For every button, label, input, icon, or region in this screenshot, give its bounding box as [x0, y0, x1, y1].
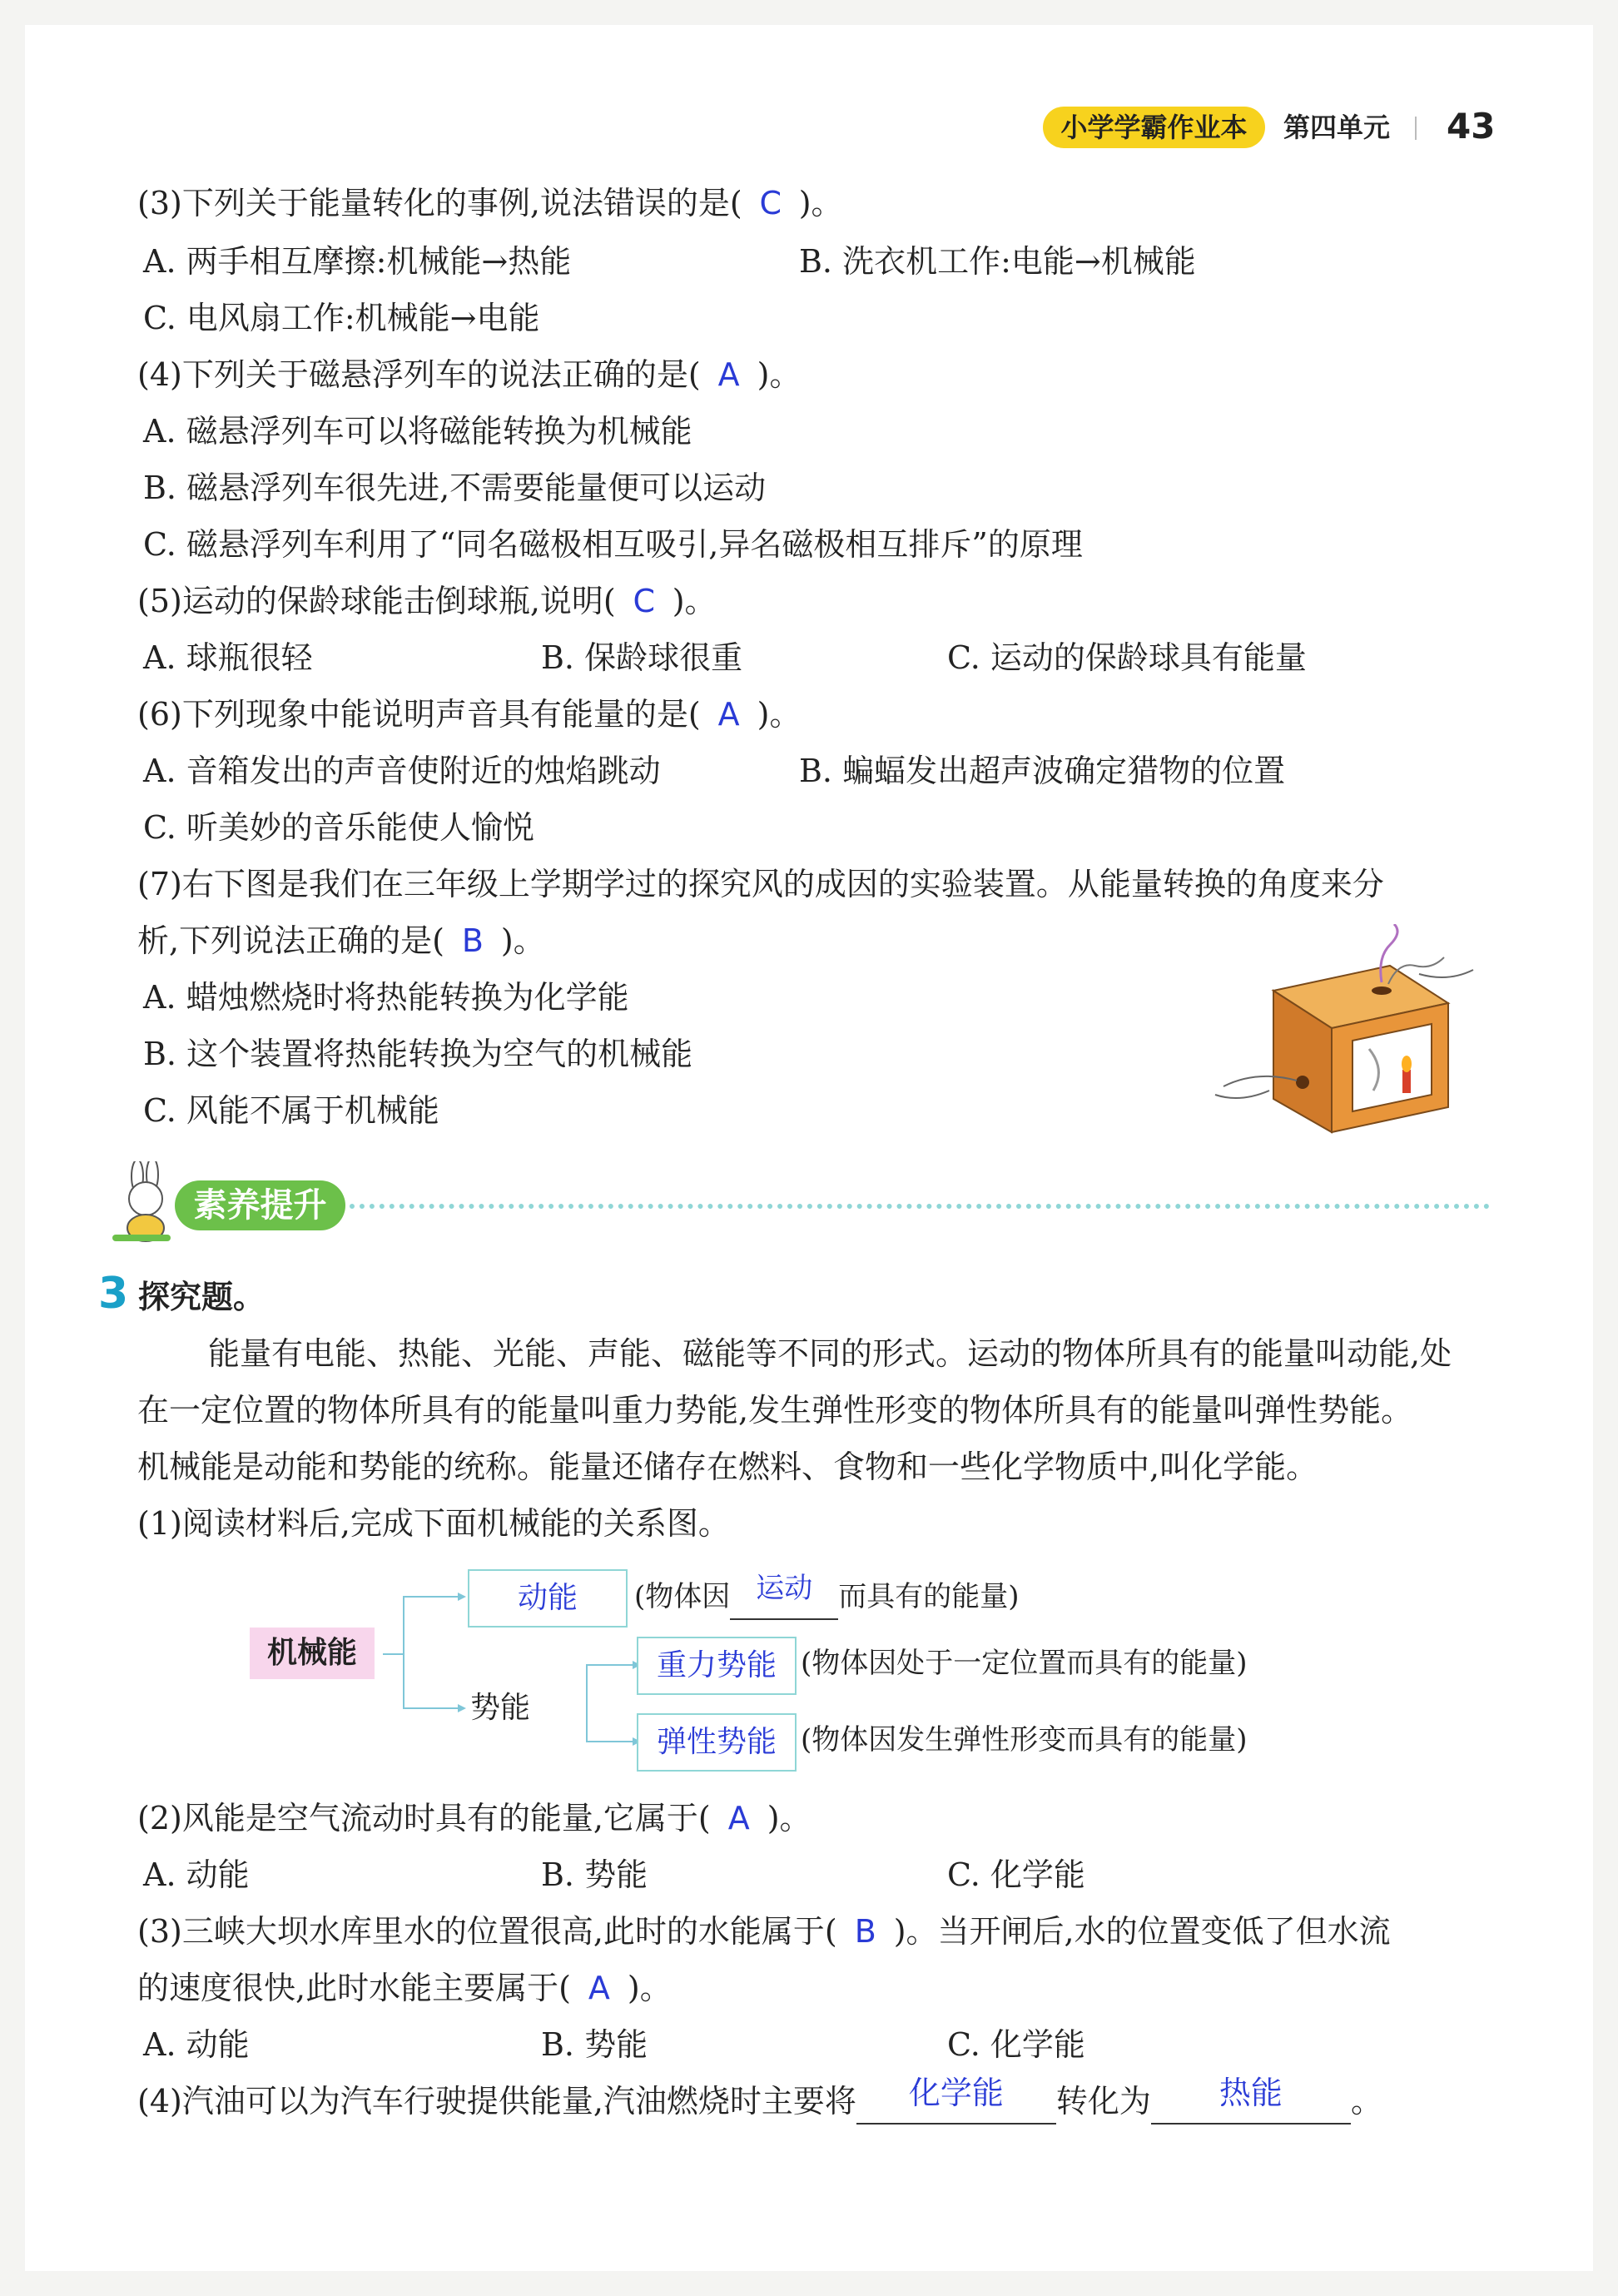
answer-q6: A	[717, 696, 740, 733]
page-number: 43	[1447, 106, 1496, 147]
elastic-potential-description: (物体因发生弹性形变而具有的能量)	[801, 1723, 1248, 1757]
q7-option-a: A. 蜡烛燃烧时将热能转换为化学能	[143, 979, 629, 1016]
question-3-stem: (3)下列关于能量转化的事例,说法错误的是( C )。	[137, 181, 843, 225]
q4-option-c: C. 磁悬浮列车利用了“同名磁极相互吸引,异名磁极相互排斥”的原理	[143, 526, 1083, 563]
question-7-stem-line1: (7)右下图是我们在三年级上学期学过的探究风的成因的实验装置。从能量转换的角度来分	[137, 866, 1384, 902]
q4-option-b: B. 磁悬浮列车很先进,不需要能量便可以运动	[143, 470, 767, 506]
material-paragraph-line1: 能量有电能、热能、光能、声能、磁能等不同的形式。运动的物体所具有的能量叫动能,处	[208, 1335, 1452, 1372]
section-dotted-rule	[350, 1204, 1490, 1209]
unit-label: 第四单元	[1283, 112, 1391, 143]
q5-option-b: B. 保龄球很重	[541, 639, 743, 676]
subquestion-2-stem: (2)风能是空气流动时具有的能量,它属于( A )。	[137, 1797, 811, 1840]
sub4-blank-1: 化学能	[856, 2080, 1056, 2125]
kinetic-energy-description: (物体因 运动 而具有的能量)	[634, 1575, 1020, 1620]
question-6-stem: (6)下列现象中能说明声音具有能量的是( A )。	[137, 693, 801, 736]
answer-sub2: A	[727, 1800, 750, 1836]
question-5-stem: (5)运动的保龄球能击倒球瓶,说明( C )。	[137, 579, 717, 623]
q3-option-a: A. 两手相互摩擦:机械能→热能	[143, 243, 572, 280]
q6-option-c: C. 听美妙的音乐能使人愉悦	[143, 809, 534, 846]
q7-option-b: B. 这个装置将热能转换为空气的机械能	[143, 1036, 693, 1072]
q5-option-a: A. 球瓶很轻	[143, 639, 313, 676]
q3-option-c: C. 电风扇工作:机械能→电能	[143, 300, 540, 336]
answer-q3: C	[759, 185, 782, 221]
diagram-potential-energy-label: 势能	[470, 1691, 531, 1725]
subquestion-4-stem: (4)汽油可以为汽车行驶提供能量,汽油燃烧时主要将 化学能 转化为 热能 。	[137, 2080, 1382, 2125]
section-title-badge: 素养提升	[175, 1180, 345, 1230]
diagram-elastic-potential-box: 弹性势能	[637, 1713, 797, 1772]
question-4-stem: (4)下列关于磁悬浮列车的说法正确的是( A )。	[137, 353, 801, 396]
sub3-option-c: C. 化学能	[947, 2026, 1085, 2063]
q7-option-c: C. 风能不属于机械能	[143, 1092, 439, 1129]
q3-option-b: B. 洗衣机工作:电能→机械能	[799, 243, 1196, 280]
material-paragraph-line3: 机械能是动能和势能的统称。能量还储存在燃料、食物和一些化学物质中,叫化学能。	[137, 1449, 1318, 1485]
header-divider	[1415, 117, 1417, 140]
sub4-blank-2: 热能	[1151, 2080, 1351, 2125]
sub3-option-b: B. 势能	[541, 2026, 648, 2063]
gravity-potential-description: (物体因处于一定位置而具有的能量)	[801, 1647, 1248, 1680]
answer-q7: B	[461, 922, 484, 959]
q6-option-b: B. 蝙蝠发出超声波确定猎物的位置	[799, 753, 1286, 789]
diagram-kinetic-energy-box: 动能	[468, 1569, 628, 1628]
material-paragraph-line2: 在一定位置的物体所具有的能量叫重力势能,发生弹性形变的物体所具有的能量叫弹性势能。	[137, 1392, 1413, 1429]
sub2-option-c: C. 化学能	[947, 1856, 1085, 1893]
diagram-gravity-potential-box: 重力势能	[637, 1637, 797, 1695]
wind-experiment-box-illustration	[1207, 924, 1498, 1149]
subquestion-1-stem: (1)阅读材料后,完成下面机械能的关系图。	[137, 1505, 730, 1542]
q6-option-a: A. 音箱发出的声音使附近的烛焰跳动	[143, 753, 661, 789]
answer-sub3-1: B	[854, 1913, 876, 1950]
answer-sub3-2: A	[588, 1970, 610, 2006]
q5-option-c: C. 运动的保龄球具有能量	[947, 639, 1307, 676]
book-title-badge: 小学学霸作业本	[1043, 107, 1265, 148]
sub2-option-b: B. 势能	[541, 1856, 648, 1893]
diagram-root-mechanical-energy: 机械能	[250, 1628, 375, 1679]
sub2-option-a: A. 动能	[143, 1856, 250, 1893]
q4-option-a: A. 磁悬浮列车可以将磁能转换为机械能	[143, 413, 692, 450]
subquestion-3-stem-line1: (3)三峡大坝水库里水的位置很高,此时的水能属于( B )。当开闸后,水的位置变低了但水流	[137, 1910, 1391, 1953]
task-number: 3	[98, 1269, 129, 1319]
answer-q5: C	[633, 583, 655, 619]
question-7-stem-line2: 析,下列说法正确的是( B )。	[137, 919, 545, 962]
answer-q4: A	[717, 356, 740, 393]
subquestion-3-stem-line2: 的速度很快,此时水能主要属于( A )。	[137, 1966, 672, 2010]
sub3-option-a: A. 动能	[143, 2026, 250, 2063]
task-title: 探究题。	[138, 1279, 266, 1315]
kinetic-blank-answer: 运动	[730, 1575, 838, 1620]
